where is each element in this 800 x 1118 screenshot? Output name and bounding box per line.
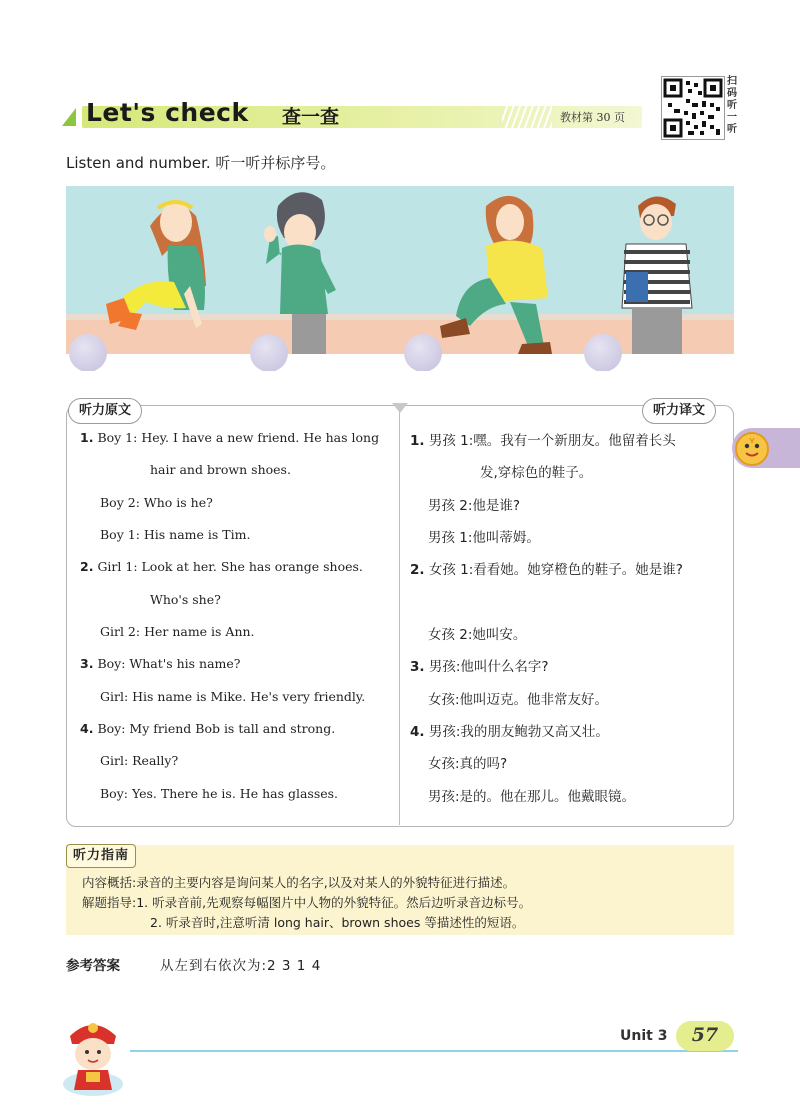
leaf-icon xyxy=(62,108,76,126)
translation-line: 4. 男孩:我的朋友鲍勃又高又壮。 xyxy=(410,724,609,740)
translation-tag: 听力译文 xyxy=(642,398,716,424)
original-line: 1. Boy 1: Hey. I have a new friend. He has long xyxy=(80,430,380,445)
translation-line: 2. 女孩 1:看看她。她穿橙色的鞋子。她是谁? xyxy=(410,562,683,578)
guide-tip-1: 解题指导:1. 听录音前,先观察每幅图片中人物的外貌特征。然后边听录音边标号。 xyxy=(82,895,532,910)
translation-line: 女孩:真的吗? xyxy=(428,756,508,772)
original-line: Boy: Yes. There he is. He has glasses. xyxy=(100,786,339,801)
answer-circle-1[interactable] xyxy=(69,334,107,371)
translation-line: 3. 男孩:他叫什么名字? xyxy=(410,659,549,675)
qr-label: 扫码听一听 xyxy=(727,76,737,135)
girl-with-orange-shoes-figure xyxy=(106,202,206,330)
answer-label: 参考答案 xyxy=(66,958,120,974)
section-title: Let's check xyxy=(86,98,249,127)
waving-boy-figure xyxy=(264,192,336,354)
mascot-illustration xyxy=(56,1014,130,1098)
page-number: 57 xyxy=(691,1024,719,1046)
boy-in-yellow-hoodie-figure xyxy=(440,196,552,354)
transcript-notch xyxy=(392,403,408,413)
original-line: 4. Boy: My friend Bob is tall and strong. xyxy=(80,721,336,736)
textbook-reference: 教材第 30 页 xyxy=(560,111,625,124)
translation-line: 女孩:他叫迈克。他非常友好。 xyxy=(428,692,609,708)
listening-guide-tag: 听力指南 xyxy=(66,844,136,868)
answer-text: 从左到右依次为:2 3 1 4 xyxy=(160,958,322,974)
answer-circle-3[interactable] xyxy=(404,334,442,371)
translation-line: 男孩 1:他叫蒂姆。 xyxy=(428,530,540,546)
translation-line: 女孩 2:她叫安。 xyxy=(428,627,527,643)
original-text-tag: 听力原文 xyxy=(68,398,142,424)
translation-line: 1. 男孩 1:嘿。我有一个新朋友。他留着长头 xyxy=(410,433,676,449)
instruction-text: Listen and number. 听一听并标序号。 xyxy=(66,154,336,172)
translation-line: 发,穿棕色的鞋子。 xyxy=(480,465,593,481)
guide-tip-2: 2. 听录音时,注意听清 long hair、brown shoes 等描述性的短语。 xyxy=(150,915,525,930)
section-title-cn: 查一查 xyxy=(282,106,340,128)
translation-line: 男孩 2:他是谁? xyxy=(428,498,521,514)
original-line: hair and brown shoes. xyxy=(150,462,291,477)
answer-circle-4[interactable] xyxy=(584,334,622,371)
original-line: 2. Girl 1: Look at her. She has orange shoes. xyxy=(80,559,363,574)
original-line: 3. Boy: What's his name? xyxy=(80,656,241,671)
original-line: Boy 1: His name is Tim. xyxy=(100,527,251,542)
footer-rule xyxy=(130,1050,738,1052)
unit-label: Unit 3 xyxy=(620,1028,668,1044)
banner-stripes xyxy=(502,106,552,128)
tiger-face-icon xyxy=(735,432,769,466)
guide-summary: 内容概括:录音的主要内容是询问某人的名字,以及对某人的外貌特征进行描述。 xyxy=(82,875,516,890)
original-line: Girl: Really? xyxy=(100,753,179,768)
transcript-divider xyxy=(399,405,400,825)
original-line: Girl: His name is Mike. He's very friendly. xyxy=(100,689,366,704)
original-line: Who's she? xyxy=(150,592,221,607)
listening-picture xyxy=(66,186,734,371)
answer-circle-2[interactable] xyxy=(250,334,288,371)
qr-code-icon[interactable] xyxy=(661,76,725,140)
boy-with-glasses-figure xyxy=(622,196,692,354)
section-banner xyxy=(62,98,642,134)
original-line: Boy 2: Who is he? xyxy=(100,495,213,510)
original-line: Girl 2: Her name is Ann. xyxy=(100,624,255,639)
translation-line: 男孩:是的。他在那儿。他戴眼镜。 xyxy=(428,789,636,805)
